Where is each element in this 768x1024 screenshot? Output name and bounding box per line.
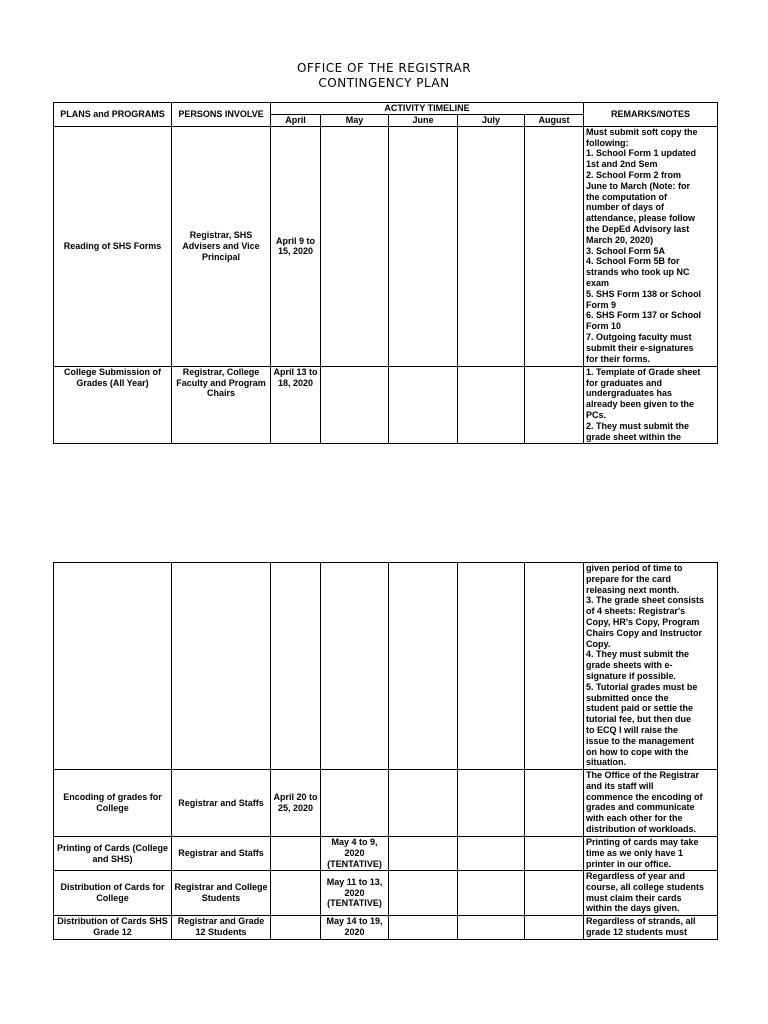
remark-line: with each other for the [586, 813, 683, 824]
july-cell [458, 916, 525, 940]
april-cell [271, 871, 321, 916]
april-cell [271, 563, 321, 770]
august-cell [525, 837, 584, 871]
contingency-plan-table-page-2 [53, 562, 718, 940]
remark-line: for their forms. [586, 353, 651, 364]
remark-line: Copy. [586, 638, 611, 649]
remark-line: strands who took up NC [586, 267, 690, 278]
document-title: OFFICE OF THE REGISTRAR [296, 61, 472, 75]
june-cell [389, 916, 458, 940]
june-cell [389, 871, 458, 916]
remark-line: 3. School Form 5A [586, 245, 666, 256]
header-month-june: June [389, 115, 458, 127]
remark-line: Printing of cards may take [586, 837, 699, 847]
remark-line: submit their e-signatures [586, 342, 694, 353]
remark-line: prepare for the card [586, 573, 672, 584]
remark-line: 7. Outgoing faculty must [586, 331, 692, 342]
remark-line: already been given to the [586, 399, 695, 410]
remark-line: the computation of [586, 191, 668, 202]
remark-line: June to March (Note: for [586, 180, 691, 191]
july-cell [458, 126, 525, 366]
remark-line: 4. School Form 5B for [586, 256, 680, 267]
remark-line: the DepEd Advisory last [586, 223, 690, 234]
header-month-august: August [525, 115, 584, 127]
table-row [54, 563, 718, 770]
remark-line: 2. They must submit the [586, 420, 690, 431]
remark-line: situation. [586, 757, 626, 768]
august-cell [525, 916, 584, 940]
may-cell: May 4 to 9, 2020 (TENTATIVE) [321, 837, 389, 871]
remark-line: for graduates and [586, 377, 663, 388]
header-plans-programs: PLANS and PROGRAMS [54, 103, 172, 127]
plan-cell: College Submission of Grades (All Year) [54, 366, 172, 443]
header-month-may: May [321, 115, 389, 127]
april-cell: April 9 to 15, 2020 [271, 126, 321, 366]
header-persons-involve: PERSONS INVOLVE [172, 103, 271, 127]
april-cell: April 20 to 25, 2020 [271, 770, 321, 837]
remark-line: 5. Tutorial grades must be [586, 681, 698, 692]
contingency-plan-table-page-1 [53, 102, 718, 444]
july-cell [458, 837, 525, 871]
june-cell [389, 366, 458, 443]
remark-line: tutorial fee, but then due [586, 714, 691, 725]
july-cell [458, 871, 525, 916]
header-activity-timeline: ACTIVITY TIMELINE [271, 103, 584, 115]
july-cell [458, 366, 525, 443]
persons-cell [172, 563, 271, 770]
persons-cell: Registrar and Grade 12 Students [172, 916, 271, 940]
june-cell [389, 837, 458, 871]
remark-line: grade 12 students must [586, 926, 688, 937]
remark-line: Must submit soft copy the [586, 126, 698, 137]
april-cell [271, 837, 321, 871]
august-cell [525, 563, 584, 770]
remark-line: following: [586, 137, 629, 148]
remark-line: must claim their cards [586, 892, 682, 903]
remark-line: time as we only have 1 [586, 847, 684, 858]
may-cell [321, 770, 389, 837]
table-row [54, 366, 718, 443]
remark-line: 3. The grade sheet consists [586, 595, 705, 606]
remark-line: 6. SHS Form 137 or School [586, 310, 702, 321]
remarks-cell [584, 366, 718, 443]
remark-line: PCs. [586, 409, 607, 420]
may-cell [321, 366, 389, 443]
remark-line: distribution of workloads. [586, 823, 696, 834]
remarks-cell [584, 871, 718, 916]
august-cell [525, 871, 584, 916]
persons-cell: Registrar and Staffs [172, 770, 271, 837]
remark-line: commence the encoding of [586, 791, 703, 802]
remarks-cell [584, 837, 718, 871]
remark-line: course, all college students [586, 881, 705, 892]
plan-cell: Printing of Cards (College and SHS) [54, 837, 172, 871]
remark-line: given period of time to [586, 563, 683, 573]
remark-line: Chairs Copy and Instructor [586, 627, 703, 638]
table-row [54, 126, 718, 366]
remark-line: 2. School Form 2 from [586, 169, 682, 180]
may-cell [321, 126, 389, 366]
remark-line: 5. SHS Form 138 or School [586, 288, 702, 299]
remark-line: 1. School Form 1 updated [586, 148, 697, 159]
remark-line: Regardless of year and [586, 871, 686, 881]
may-cell: May 11 to 13, 2020 (TENTATIVE) [321, 871, 389, 916]
remark-line: attendance, please follow [586, 213, 696, 224]
table-row [54, 916, 718, 940]
april-cell: April 13 to 18, 2020 [271, 366, 321, 443]
april-cell [271, 916, 321, 940]
remark-line: grades and communicate [586, 802, 695, 813]
remark-line: 4. They must submit the [586, 649, 690, 660]
june-cell [389, 563, 458, 770]
remark-line: Form 10 [586, 321, 622, 332]
remark-line: 1st and 2nd Sem [586, 159, 658, 170]
remark-line: March 20, 2020) [586, 234, 654, 245]
remark-line: Copy, HR's Copy, Program [586, 616, 700, 627]
remark-line: Regardless of strands, all [586, 916, 696, 926]
remark-line: to ECQ I will raise the [586, 724, 679, 735]
plan-cell: Encoding of grades for College [54, 770, 172, 837]
august-cell [525, 126, 584, 366]
persons-cell: Registrar and Staffs [172, 837, 271, 871]
remark-line: Form 9 [586, 299, 617, 310]
remark-line: releasing next month. [586, 584, 680, 595]
may-cell [321, 563, 389, 770]
plan-cell: Distribution of Cards for College [54, 871, 172, 916]
may-cell: May 14 to 19, 2020 [321, 916, 389, 940]
remark-line: 1. Template of Grade sheet [586, 366, 701, 377]
remark-line: signature if possible. [586, 670, 677, 681]
table-row [54, 770, 718, 837]
remark-line: within the days given. [586, 903, 680, 914]
july-cell [458, 563, 525, 770]
august-cell [525, 366, 584, 443]
header-month-july: July [458, 115, 525, 127]
plan-cell: Reading of SHS Forms [54, 126, 172, 366]
august-cell [525, 770, 584, 837]
header-month-april: April [271, 115, 321, 127]
remark-line: printer in our office. [586, 858, 672, 869]
document-subtitle: CONTINGENCY PLAN [318, 76, 450, 90]
remark-line: submitted once the [586, 692, 669, 703]
remark-line: The Office of the Registrar [586, 770, 700, 780]
june-cell [389, 770, 458, 837]
remark-line: number of days of [586, 202, 665, 213]
remarks-cell [584, 770, 718, 837]
remark-line: grade sheet within the [586, 431, 682, 442]
table-row [54, 871, 718, 916]
header-remarks-notes: REMARKS/NOTES [584, 103, 718, 127]
persons-cell: Registrar, College Faculty and Program Chairs [172, 366, 271, 443]
june-cell [389, 126, 458, 366]
remark-line: student paid or settle the [586, 703, 694, 714]
remarks-cell [584, 563, 718, 770]
plan-cell: Distribution of Cards SHS Grade 12 [54, 916, 172, 940]
persons-cell: Registrar and College Students [172, 871, 271, 916]
july-cell [458, 770, 525, 837]
remark-line: of 4 sheets: Registrar's [586, 606, 686, 617]
remark-line: exam [586, 277, 610, 288]
table-row [54, 837, 718, 871]
remark-line: and its staff will [586, 780, 654, 791]
remarks-cell [584, 126, 718, 366]
remarks-cell [584, 916, 718, 940]
remark-line: on how to cope with the [586, 746, 689, 757]
remark-line: grade sheets with e- [586, 660, 673, 671]
persons-cell: Registrar, SHS Advisers and Vice Principal [172, 126, 271, 366]
remark-line: undergraduates has [586, 388, 673, 399]
plan-cell [54, 563, 172, 770]
remark-line: issue to the management [586, 735, 695, 746]
